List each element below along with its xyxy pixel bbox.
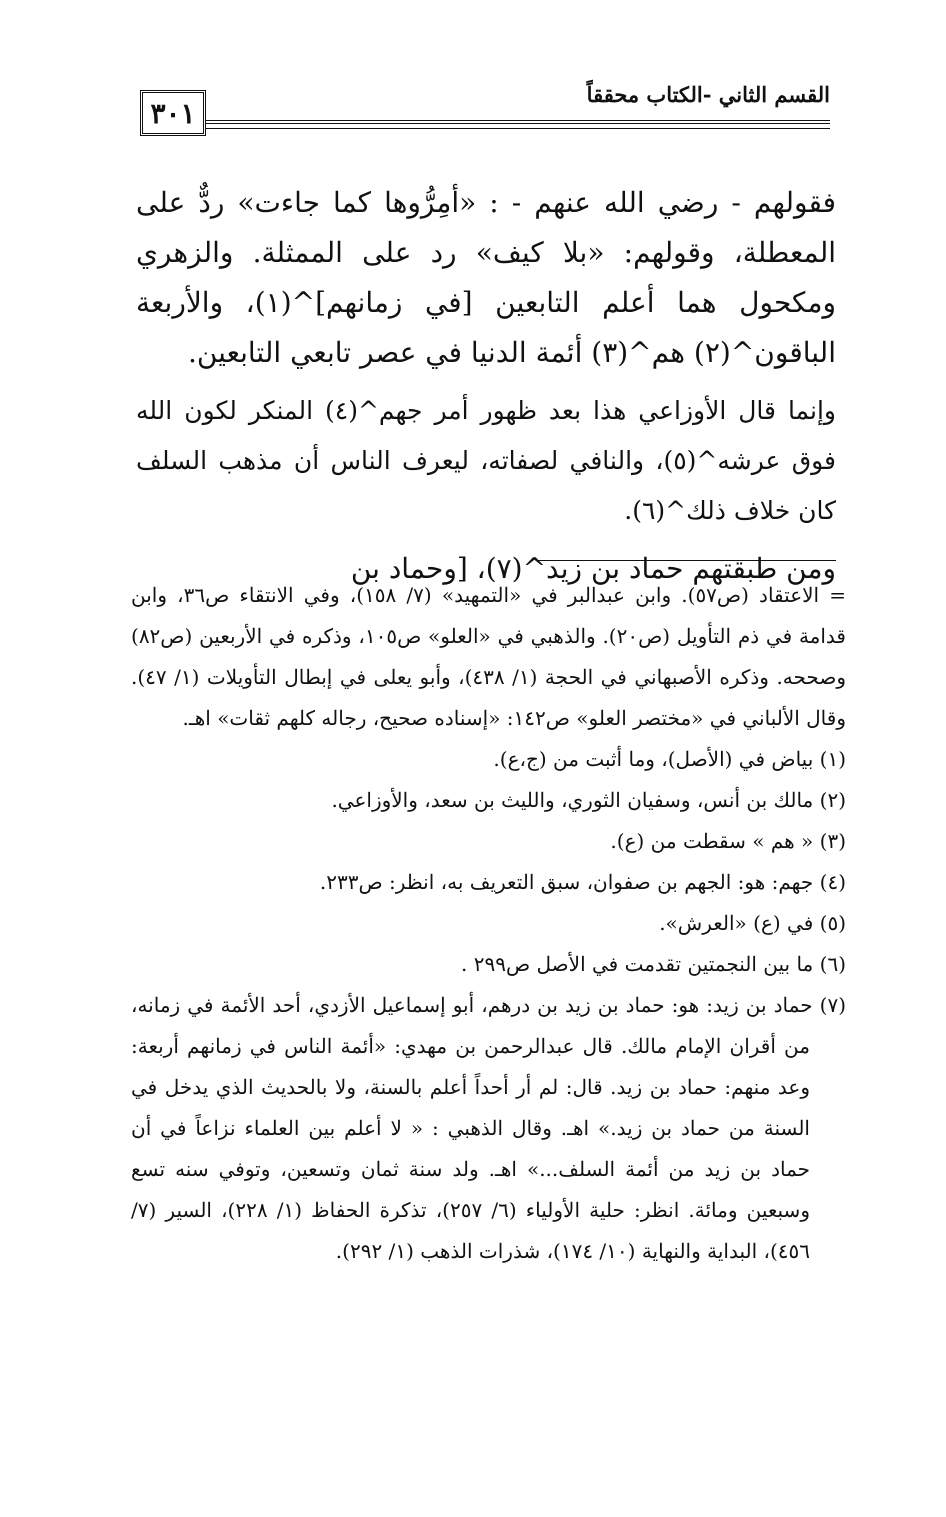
body-paragraph: ومن طبقتهم حماد بن زيد^(٧)، [وحماد بن <box>350 552 836 585</box>
footnote: (٤) جهم: هو: الجهم بن صفوان، سبق التعريف به، انظر: ص٢٣٣. <box>319 870 846 894</box>
footnote: (٥) في (ع) «العرش». <box>659 911 846 935</box>
main-text <box>136 178 836 602</box>
footnote-continuation: = الاعتقاد (ص٥٧). وابن عبدالبر في «التمهيد» (٧/ ١٥٨)، وفي الانتقاء ص٣٦، وابن قدامة في ذم التأويل (ص٢٠). والذهبي في «العلو» ص١٠٥، وذكره في الأربعين (ص٨٢) وصححه. وذكره الأصبهاني في الحجة (١/ ٤٣٨)، وأبو يعلى في إبطال التأويلات (١/ ٤٧). وقال الألباني في «مختصر العلو» ص١٤٢: «إسناده صحيح، رجاله كلهم ثقات» اهـ. <box>131 583 846 730</box>
footnote: (١) بياض في (الأصل)، وما أثبت من (ج،ع). <box>493 747 846 771</box>
body-paragraph: فقولهم - رضي الله عنهم - : «أمِرُّوها كما جاءت» ردٌّ على المعطلة، وقولهم: «بلا كيف» رد على الممثلة. والزهري ومكحول هما أعلم التابعين [في زمانهم]^(١)، والأربعة الباقون^(٢) هم^(٣) أئمة الدنيا في عصر تابعي التابعين. <box>136 186 836 369</box>
footnote: (٢) مالك بن أنس، وسفيان الثوري، والليث بن سعد، والأوزاعي. <box>331 788 846 812</box>
page-header <box>140 76 830 148</box>
footnote: (٣) « هم » سقطت من (ع). <box>610 829 846 853</box>
body-paragraph: وإنما قال الأوزاعي هذا بعد ظهور أمر جهم^(٤) المنكر لكون الله فوق عرشه^(٥)، والنافي لصفاته، ليعرف الناس أن مذهب السلف كان خلاف ذلك^(٦). <box>136 396 836 525</box>
footnote-separator <box>536 560 836 561</box>
header-rule <box>206 120 830 124</box>
footnote: (٧) حماد بن زيد: هو: حماد بن زيد بن درهم، أبو إسماعيل الأزدي، أحد الأئمة في زمانه، من أقران الإمام مالك. قال عبدالرحمن بن مهدي: «أئمة الناس في زمانهم أربعة: وعد منهم: حماد بن زيد. قال: لم أر أحداً أعلم بالسنة، ولا بالحديث الذي يدخل في السنة من حماد بن زيد.» اهـ. وقال الذهبي : « لا أعلم بين العلماء نزاعاً في أن حماد بن زيد من أئمة السلف...» اهـ. ولد سنة ثمان وتسعين، وتوفي سنه تسع وسبعين ومائة. انظر: حلية الأولياء (٦/ ٢٥٧)، تذكرة الحفاظ (١/ ٢٢٨)، السير (٧/ ٤٥٦)، البداية والنهاية (١٠/ ١٧٤)، شذرات الذهب (١/ ٢٩٢). <box>131 993 846 1263</box>
header-rule-thin <box>206 128 830 129</box>
footnotes <box>131 575 846 1272</box>
footnote: (٦) ما بين النجمتين تقدمت في الأصل ص٢٩٩ . <box>461 952 846 976</box>
page-number: ٣٠١ <box>140 90 206 136</box>
running-title: القسم الثاني -الكتاب محققاً <box>586 82 830 107</box>
